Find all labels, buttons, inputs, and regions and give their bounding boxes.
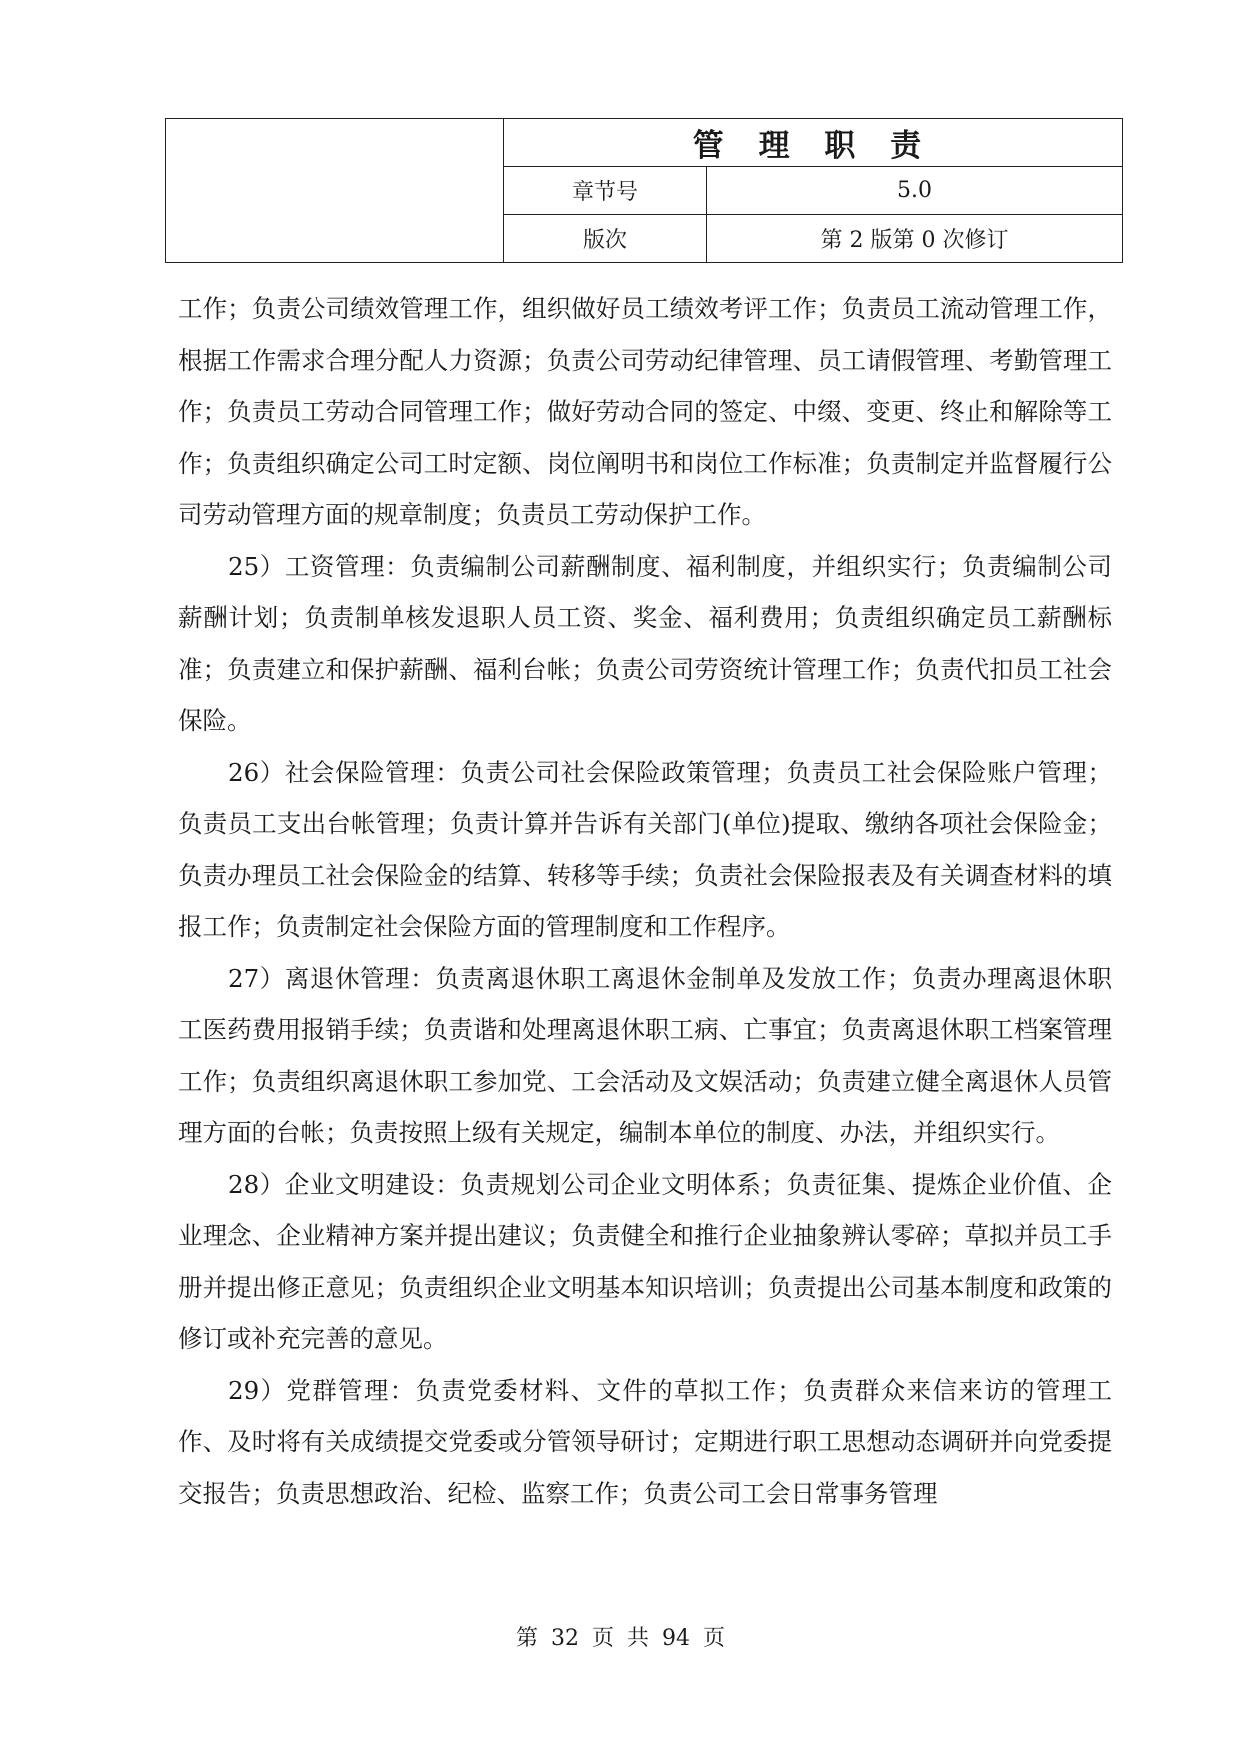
- version-label: 版次: [504, 215, 707, 262]
- paragraph-25-wage-management: 25）工资管理：负责编制公司薪酬制度、福利制度，并组织实行；负责编制公司薪酬计划；负责制单核发退职人员工资、奖金、福利费用；负责组织确定员工薪酬标准；负责建立和保护薪酬、福利台帐；负责公司劳资统计管理工作；负责代扣员工社会保险。: [178, 551, 1112, 735]
- page-number: 第 32 页 共 94 页: [516, 1626, 725, 1651]
- paragraph-28-corporate-culture: 28）企业文明建设：负责规划公司企业文明体系；负责征集、提炼企业价值、企业理念、企业精神方案并提出建议；负责健全和推行企业抽象辨认零碎；草拟并员工手册并提出修正意见；负责组织企业文明基本知识培训；负责提出公司基本制度和政策的修订或补充完善的意见。: [178, 1169, 1112, 1353]
- version-value: 第 2 版第 0 次修订: [820, 228, 1009, 253]
- paragraph-27-retirement: 27）离退休管理：负责离退休职工离退休金制单及发放工作；负责办理离退休职工医药费用报销手续；负责谐和处理离退休职工病、亡事宜；负责离退休职工档案管理工作；负责组织离退休职工参加党、工会活动及文娱活动；负责建立健全离退休人员管理方面的台帐；负责按照上级有关规定，编制本单位的制度、办法，并组织实行。: [178, 963, 1112, 1147]
- paragraph-29-party-affairs: 29）党群管理：负责党委材料、文件的草拟工作；负责群众来信来访的管理工作、及时将有关成绩提交党委或分管领导研讨；定期进行职工思想动态调研并向党委提交报告；负责思想政治、纪检、监察工作；负责公司工会日常事务管理: [178, 1375, 1112, 1508]
- version-row: [504, 215, 1122, 262]
- paragraph-continued: 工作；负责公司绩效管理工作，组织做好员工绩效考评工作；负责员工流动管理工作，根据工作需求合理分配人力资源；负责公司劳动纪律管理、员工请假管理、考勤管理工作；负责员工劳动合同管理工作；做好劳动合同的签定、中缀、变更、终止和解除等工作；负责组织确定公司工时定额、岗位阐明书和岗位工作标准；负责制定并监督履行公司劳动管理方面的规章制度；负责员工劳动保护工作。: [178, 294, 1112, 529]
- document-header-table: [165, 118, 1123, 263]
- document-title: 管 理 职 责: [504, 119, 1122, 167]
- chapter-row: [504, 167, 1122, 215]
- chapter-label: 章节号: [504, 167, 707, 214]
- document-body: [178, 283, 1112, 1519]
- paragraph-26-social-insurance: 26）社会保险管理：负责公司社会保险政策管理；负责员工社会保险账户管理；负责员工支出台帐管理；负责计算并告诉有关部门(单位)提取、缴纳各项社会保险金；负责办理员工社会保险金的结算、转移等手续；负责社会保险报表及有关调查材料的填报工作；负责制定社会保险方面的管理制度和工作程序。: [178, 757, 1112, 941]
- chapter-value: 5.0: [897, 178, 932, 203]
- logo-cell: [166, 119, 504, 262]
